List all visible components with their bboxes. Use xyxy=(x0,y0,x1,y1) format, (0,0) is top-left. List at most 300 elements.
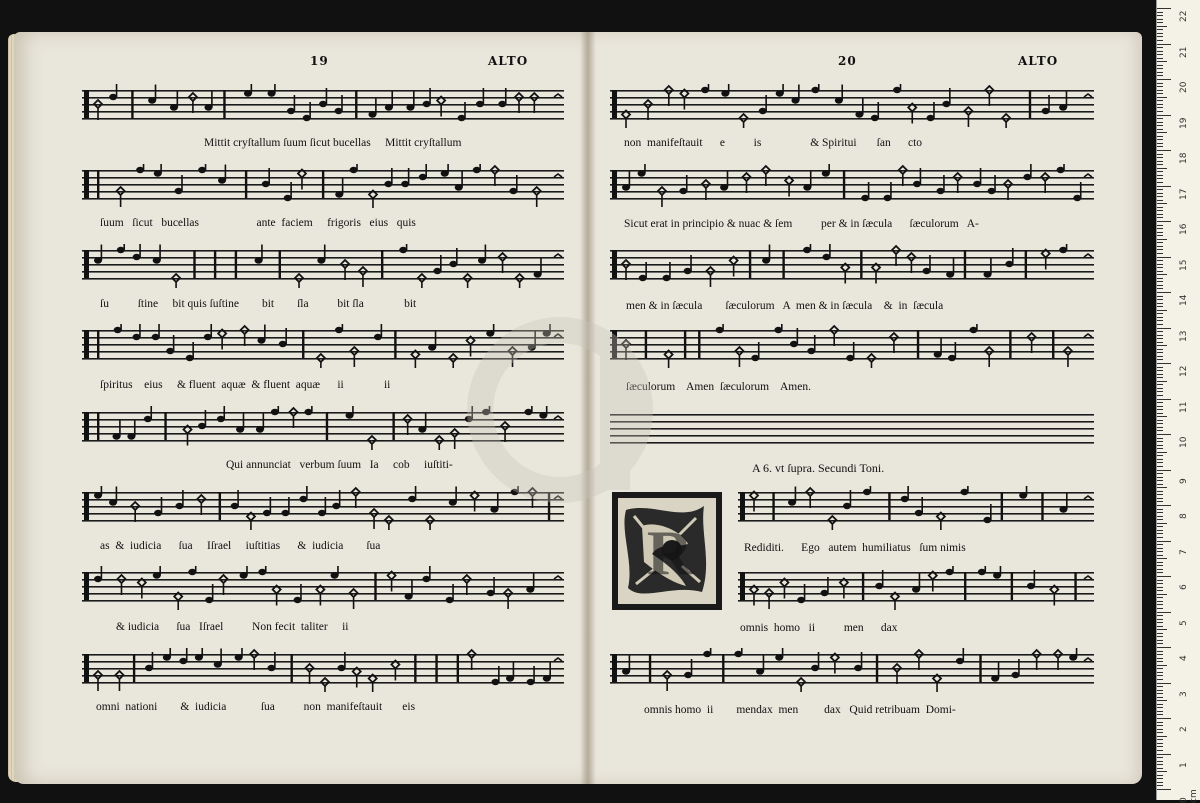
note xyxy=(350,164,358,173)
note xyxy=(658,187,666,207)
note xyxy=(455,172,463,191)
note xyxy=(219,575,227,595)
staff-notation xyxy=(738,566,1094,610)
note xyxy=(133,324,141,340)
staff-line xyxy=(82,426,564,428)
custos-mark xyxy=(554,174,562,177)
note xyxy=(774,324,782,333)
ruler-tick xyxy=(1157,771,1167,772)
note xyxy=(530,93,538,113)
note xyxy=(465,406,473,422)
ruler-tick xyxy=(1157,498,1163,499)
note xyxy=(394,330,396,358)
note xyxy=(515,93,523,113)
note xyxy=(463,575,471,595)
ruler-tick xyxy=(1157,29,1163,30)
note xyxy=(970,324,978,333)
ruler-tick xyxy=(1157,420,1163,421)
ruler-tick xyxy=(1157,97,1167,98)
note xyxy=(1054,650,1062,670)
note xyxy=(419,164,427,180)
custos-mark xyxy=(554,334,562,337)
note xyxy=(117,244,125,253)
note xyxy=(526,574,534,593)
ruler-tick xyxy=(1157,370,1163,371)
note xyxy=(806,488,814,508)
ruler-tick xyxy=(1157,633,1163,634)
staff-notation xyxy=(610,648,1094,692)
note xyxy=(734,648,742,657)
note xyxy=(645,330,647,358)
ruler-tick xyxy=(1157,83,1163,84)
ruler-tick xyxy=(1157,100,1163,101)
ruler-tick xyxy=(1157,313,1163,314)
ruler-tick xyxy=(1157,338,1163,339)
ruler-tick xyxy=(1157,537,1163,538)
ruler-tick xyxy=(1157,470,1171,471)
note xyxy=(543,663,551,682)
staff-line xyxy=(610,177,1094,179)
ruler-tick xyxy=(1157,448,1163,449)
note xyxy=(490,494,498,513)
staff-line xyxy=(610,442,1094,444)
ruler-number: 11 xyxy=(1179,401,1189,413)
ruler-tick xyxy=(1157,391,1163,392)
ruler-tick xyxy=(1157,746,1163,747)
music-staff xyxy=(82,164,564,208)
initial-letter: R xyxy=(646,517,694,588)
note xyxy=(204,324,212,340)
right-part-name: ALTO xyxy=(1018,54,1059,68)
note xyxy=(511,486,519,495)
ruler-tick xyxy=(1157,555,1163,556)
ruler-tick xyxy=(1157,505,1171,506)
ruler-tick xyxy=(1157,217,1163,218)
ruler-tick xyxy=(1157,430,1163,431)
note xyxy=(138,579,146,599)
note xyxy=(908,104,916,124)
note xyxy=(449,487,457,506)
staff-line xyxy=(610,344,1094,346)
custos-mark xyxy=(554,658,562,661)
note xyxy=(467,337,475,357)
ruler-tick xyxy=(1157,335,1163,336)
ruler-tick xyxy=(1157,303,1163,304)
note xyxy=(892,246,900,266)
ruler-tick xyxy=(1157,86,1163,87)
ruler-tick xyxy=(1157,683,1171,684)
note xyxy=(291,654,293,682)
note xyxy=(359,267,367,287)
note xyxy=(703,648,711,657)
ruler-number: 9 xyxy=(1179,477,1189,484)
ruler-tick xyxy=(1157,203,1167,204)
note xyxy=(762,166,770,186)
music-staff xyxy=(82,84,564,128)
ruler-tick xyxy=(1157,647,1171,648)
ruler-tick xyxy=(1157,54,1163,55)
ruler-tick xyxy=(1157,768,1163,769)
ruler-tick xyxy=(1157,501,1163,502)
staff-line xyxy=(82,412,564,414)
staff-notation xyxy=(82,324,564,368)
ruler-tick xyxy=(1157,40,1163,41)
ruler-tick xyxy=(1157,722,1163,723)
note xyxy=(491,166,499,186)
ruler-number: 7 xyxy=(1179,548,1189,555)
ruler-tick xyxy=(1157,452,1167,453)
staff-line xyxy=(610,118,1094,120)
ruler-tick xyxy=(1157,707,1163,708)
ruler-tick xyxy=(1157,175,1163,176)
ruler-tick xyxy=(1157,359,1163,360)
staff-line xyxy=(610,104,1094,106)
ruler-tick xyxy=(1157,228,1163,229)
note xyxy=(374,572,376,600)
note xyxy=(899,166,907,186)
note xyxy=(370,509,378,529)
staff-notation xyxy=(82,164,564,208)
note xyxy=(622,340,630,360)
custos-mark xyxy=(554,254,562,257)
note xyxy=(193,250,195,278)
note xyxy=(946,566,954,575)
ruler-tick xyxy=(1157,278,1163,279)
note xyxy=(350,347,358,367)
custos-mark xyxy=(1084,94,1092,97)
lyric-line: ſpiritus eius & fluent aquæ & fluent aquæ ii ii xyxy=(100,379,391,391)
clef-mark xyxy=(740,572,745,600)
custos-mark xyxy=(1084,254,1092,257)
staff-line xyxy=(82,492,564,494)
lyric-line: ſæculorum Amen ſæculorum Amen. xyxy=(626,381,811,393)
staff-notation xyxy=(82,406,564,450)
note xyxy=(405,581,413,600)
ruler-tick xyxy=(1157,477,1163,478)
note xyxy=(893,664,901,684)
ruler-number: 1 xyxy=(1179,761,1189,768)
ruler-tick xyxy=(1157,423,1163,424)
clef-mark xyxy=(84,330,89,358)
note xyxy=(622,260,630,280)
note xyxy=(114,324,122,333)
staff-line xyxy=(738,579,1094,581)
note xyxy=(516,274,524,288)
note xyxy=(473,164,481,173)
lyric-line: ſuum ſicut bucellas ante faciem frigoris eius quis xyxy=(100,217,416,229)
lyric-line: Sicut erat in principio & nuac & ſem per & in ſæcula ſæculorum A- xyxy=(624,218,979,230)
note xyxy=(153,245,161,264)
custos-mark xyxy=(1084,658,1092,661)
note xyxy=(765,589,773,609)
ruler-tick xyxy=(1157,541,1171,542)
note xyxy=(368,99,376,118)
note xyxy=(418,274,426,288)
ruler-tick xyxy=(1157,168,1167,169)
ruler-tick xyxy=(1157,235,1163,236)
ruler-tick xyxy=(1157,388,1163,389)
note xyxy=(426,516,434,530)
ruler-tick xyxy=(1157,679,1163,680)
staff-notation xyxy=(738,486,1094,530)
ruler-tick xyxy=(1157,186,1171,187)
ruler-number: 19 xyxy=(1179,117,1189,129)
note xyxy=(131,90,133,118)
lyric-line: & iudicia ſua Iſrael Non fecit taliter ii xyxy=(116,621,349,633)
ruler-tick xyxy=(1157,654,1163,655)
ruler-tick xyxy=(1157,580,1163,581)
note xyxy=(934,339,942,358)
ruler-tick xyxy=(1157,281,1163,282)
note xyxy=(872,264,880,284)
ruler-tick xyxy=(1157,434,1171,435)
note xyxy=(115,671,123,691)
note xyxy=(831,654,839,674)
ruler-tick xyxy=(1157,104,1163,105)
ruler-tick xyxy=(1157,367,1163,368)
staff-line xyxy=(610,198,1094,200)
staff-line xyxy=(610,257,1094,259)
note xyxy=(399,244,407,253)
ruler-tick xyxy=(1157,15,1163,16)
ruler-tick xyxy=(1157,729,1163,730)
ruler-tick xyxy=(1157,377,1163,378)
staff-line xyxy=(610,661,1094,663)
ruler-tick xyxy=(1157,118,1163,119)
ruler-tick xyxy=(1157,328,1171,329)
ruler-tick xyxy=(1157,75,1163,76)
note xyxy=(750,586,758,606)
note xyxy=(451,429,459,449)
ruler-tick xyxy=(1157,459,1163,460)
note xyxy=(822,244,830,260)
ruler-tick xyxy=(1157,342,1163,343)
staff-notation xyxy=(82,648,564,692)
ruler-tick xyxy=(1157,271,1163,272)
note xyxy=(978,566,986,575)
note xyxy=(964,250,966,278)
ruler-tick xyxy=(1157,182,1163,183)
note xyxy=(355,90,357,118)
note xyxy=(317,354,325,368)
note xyxy=(179,648,187,664)
note xyxy=(1011,572,1013,600)
note xyxy=(722,654,724,682)
ruler-tick xyxy=(1157,732,1163,733)
ruler-tick xyxy=(1157,129,1163,130)
ruler-tick xyxy=(1157,516,1163,517)
note xyxy=(316,586,324,606)
music-staff xyxy=(82,648,564,692)
ruler-tick xyxy=(1157,686,1163,687)
note xyxy=(749,250,751,278)
ruler-tick xyxy=(1157,374,1163,375)
note xyxy=(964,572,966,600)
staff-line xyxy=(738,492,1094,494)
ruler-number: 10 xyxy=(1179,436,1189,448)
clef-mark xyxy=(84,492,89,520)
ruler-tick xyxy=(1157,484,1163,485)
ruler-tick xyxy=(1157,196,1163,197)
note xyxy=(964,107,972,127)
ruler-tick xyxy=(1157,12,1163,13)
note xyxy=(464,274,472,288)
note xyxy=(841,264,849,284)
note xyxy=(152,324,160,340)
staff-line xyxy=(610,351,1094,353)
ruler-number: 0 cm xyxy=(1179,789,1199,803)
book-gutter xyxy=(580,32,596,784)
note xyxy=(298,170,306,190)
ruler-tick xyxy=(1157,714,1163,715)
staff-line xyxy=(82,278,564,280)
note xyxy=(917,330,919,358)
ruler-number: 17 xyxy=(1179,188,1189,200)
ruler-tick xyxy=(1157,239,1167,240)
note xyxy=(112,421,120,440)
lyric-line: Mittit cryſtallum ſuum ſicut bucellas Mittit cryſtallum xyxy=(204,137,462,149)
ruler-tick xyxy=(1157,200,1163,201)
note xyxy=(740,114,748,128)
note xyxy=(830,326,838,346)
note xyxy=(915,650,923,670)
note xyxy=(109,487,117,506)
note xyxy=(350,589,358,609)
note xyxy=(133,244,141,260)
staff-line xyxy=(610,337,1094,339)
note xyxy=(109,84,117,100)
clef-mark xyxy=(612,170,617,198)
ruler-tick xyxy=(1157,583,1163,584)
note xyxy=(756,656,764,675)
ruler-tick xyxy=(1157,651,1163,652)
note xyxy=(862,572,864,600)
lyric-line: men & in ſæcula ſæculorum A men & in ſæcula & in ſæcula xyxy=(626,300,944,312)
ruler-tick xyxy=(1157,402,1163,403)
ruler-tick xyxy=(1157,260,1163,261)
custos-mark xyxy=(1084,496,1092,499)
lyric-line: omnis homo ii mendax men dax Quid retribuam Domi- xyxy=(644,704,956,716)
ruler-tick xyxy=(1157,413,1163,414)
ruler-number: 18 xyxy=(1179,152,1189,164)
ruler-tick xyxy=(1157,761,1163,762)
ruler-tick xyxy=(1157,221,1171,222)
ruler-tick xyxy=(1157,33,1163,34)
note xyxy=(335,324,343,333)
ruler-tick xyxy=(1157,310,1167,311)
note xyxy=(133,654,135,682)
ruler-tick xyxy=(1157,90,1163,91)
note xyxy=(840,579,848,599)
note xyxy=(457,654,459,682)
staff-line xyxy=(610,278,1094,280)
ruler-tick xyxy=(1157,58,1163,59)
note xyxy=(97,412,99,440)
ruler-tick xyxy=(1157,601,1163,602)
ruler-tick xyxy=(1157,789,1171,790)
ruler-number: 16 xyxy=(1179,223,1189,235)
note xyxy=(271,406,279,415)
lyric-line: omni nationi & iudicia ſua non manifeſtauit eis xyxy=(96,701,416,713)
ruler-tick xyxy=(1157,675,1163,676)
music-staff xyxy=(610,648,1094,692)
note xyxy=(698,330,700,358)
ruler-tick xyxy=(1157,626,1163,627)
note xyxy=(1059,244,1067,253)
staff-line xyxy=(738,520,1094,522)
staff-notation xyxy=(82,244,564,288)
custos-mark xyxy=(1084,174,1092,177)
ruler-tick xyxy=(1157,317,1163,318)
note xyxy=(1059,92,1067,111)
note xyxy=(901,486,909,502)
note xyxy=(94,100,102,120)
note xyxy=(335,179,343,198)
clef-mark xyxy=(84,250,89,278)
ruler-tick xyxy=(1157,622,1163,623)
ruler-tick xyxy=(1157,324,1163,325)
staff-line xyxy=(610,668,1094,670)
ruler-tick xyxy=(1157,22,1163,23)
note xyxy=(306,664,314,684)
custos-mark xyxy=(1084,576,1092,579)
ruler-tick xyxy=(1157,658,1163,659)
note xyxy=(322,170,324,198)
staff-line xyxy=(610,330,1094,332)
note xyxy=(388,572,396,592)
note xyxy=(504,589,512,609)
note xyxy=(803,244,811,253)
ruler-number: 20 xyxy=(1179,81,1189,93)
note xyxy=(876,654,878,682)
ruler-tick xyxy=(1157,136,1163,137)
ruler-number: 5 xyxy=(1179,619,1189,626)
lyric-line: as & iudicia ſua Iſrael iuſtitias & iudicia ſua xyxy=(100,540,381,552)
custos-mark xyxy=(554,496,562,499)
ruler-tick xyxy=(1157,487,1167,488)
note xyxy=(279,250,281,278)
custos-mark xyxy=(554,416,562,419)
staff-line xyxy=(82,499,564,501)
ruler-tick xyxy=(1157,189,1163,190)
note xyxy=(368,436,376,450)
note xyxy=(702,180,710,200)
music-staff xyxy=(82,406,564,450)
music-staff xyxy=(610,244,1094,288)
staff-line xyxy=(82,264,564,266)
note xyxy=(204,92,212,111)
note xyxy=(548,492,550,520)
ruler-tick xyxy=(1157,612,1171,613)
ruler-tick xyxy=(1157,672,1163,673)
ruler-tick xyxy=(1157,292,1171,293)
note xyxy=(533,187,541,207)
note xyxy=(907,253,915,273)
note xyxy=(136,164,144,173)
ruler-tick xyxy=(1157,466,1163,467)
note xyxy=(890,333,898,353)
note xyxy=(644,100,652,120)
staff-line xyxy=(610,675,1094,677)
ruler-tick xyxy=(1157,164,1163,165)
note xyxy=(188,566,196,575)
staff-line xyxy=(610,250,1094,252)
staff-line xyxy=(610,170,1094,172)
ruler-tick xyxy=(1157,115,1171,116)
ruler-number: 6 xyxy=(1179,584,1189,590)
note xyxy=(352,488,360,508)
note xyxy=(720,172,728,191)
